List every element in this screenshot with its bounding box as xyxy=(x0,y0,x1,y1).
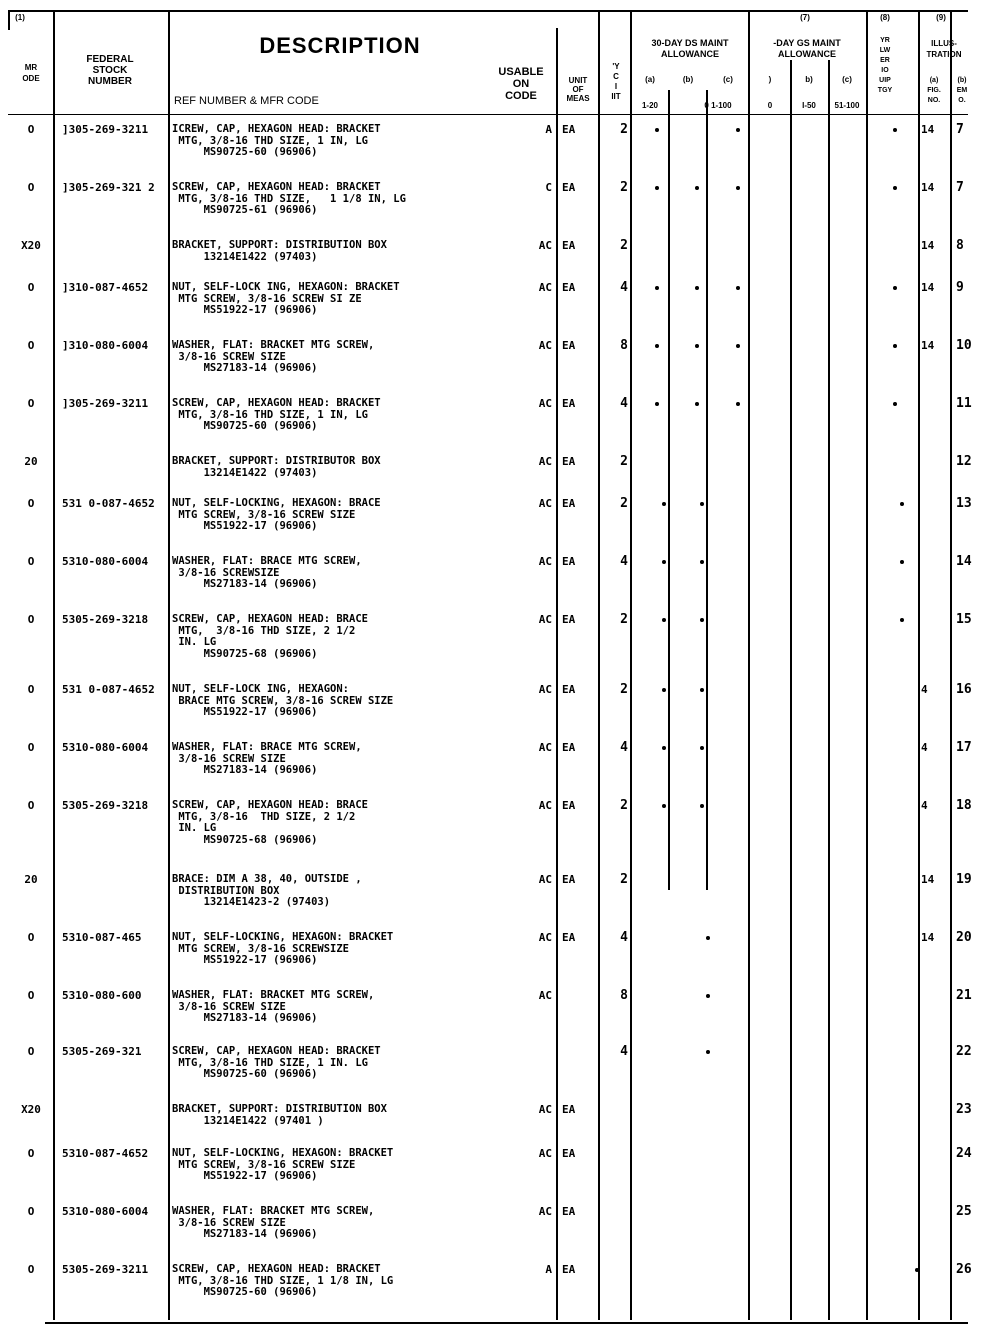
smr-code: O xyxy=(27,1205,35,1218)
table-row xyxy=(0,684,1004,744)
table-row xyxy=(0,1046,1004,1106)
description: NUT, SELF-LOCK ING, HEXAGON: BRACKET MTG SCREW, 3/8-16 SCREW SI ZE MS51922-17 (96906) xyxy=(172,281,400,316)
smr-code: O xyxy=(27,931,35,944)
allowance-mark xyxy=(662,560,666,564)
table-row xyxy=(0,556,1004,616)
ds-col-a-range: 1-20 xyxy=(641,101,658,110)
allowance-mark xyxy=(700,688,704,692)
quantity: 2 xyxy=(620,180,628,195)
stock-number: 5310-087-465 xyxy=(62,931,142,944)
figure-number-header: (a) FIG. NO. xyxy=(927,77,941,104)
allowance-mark xyxy=(700,804,704,808)
item-number: 18 xyxy=(956,798,972,813)
table-row xyxy=(0,1264,1004,1324)
allowance-mark xyxy=(662,618,666,622)
item-number: 19 xyxy=(956,872,972,887)
table-row xyxy=(0,990,1004,1050)
smr-code: O xyxy=(27,397,35,410)
smr-code: X20 xyxy=(21,239,41,252)
description: ICREW, CAP, HEXAGON HEAD: BRACKET MTG, 3/8-16 THD SIZE, 1 IN, LG MS90725-60 (96906) xyxy=(172,123,381,158)
description: NUT, SELF-LOCKING, HEXAGON: BRACKET MTG SCREW, 3/8-16 SCREWSIZE MS51922-17 (96906) xyxy=(172,931,394,966)
usable-on-code: AC xyxy=(538,741,552,754)
allowance-mark xyxy=(736,344,740,348)
usable-on-code: AC xyxy=(538,555,552,568)
item-number: 14 xyxy=(956,554,972,569)
figure-number: 14 xyxy=(921,873,935,886)
description: BRACKET, SUPPORT: DISTRIBUTION BOX 13214E1422 (97403) xyxy=(172,239,387,263)
stock-number: 5305-269-3218 xyxy=(62,799,149,812)
header-bottom-rule xyxy=(8,114,968,115)
col9-number: (9) xyxy=(936,13,946,22)
quantity: 2 xyxy=(620,454,628,469)
smr-code: O xyxy=(27,1263,35,1276)
item-number: 9 xyxy=(956,280,964,295)
item-number: 15 xyxy=(956,612,972,627)
figure-number: 14 xyxy=(921,281,935,294)
gs-col-a-range: 0 xyxy=(767,101,773,110)
table-row xyxy=(0,182,1004,242)
unit-of-measure: EA xyxy=(562,281,576,294)
quantity: 4 xyxy=(620,1044,628,1059)
top-rule xyxy=(8,10,968,12)
allowance-mark xyxy=(695,344,699,348)
quantity: 8 xyxy=(620,988,628,1003)
smr-code: O xyxy=(27,799,35,812)
quantity: 2 xyxy=(620,496,628,511)
unit-of-measure: EA xyxy=(562,1263,576,1276)
unit-of-measure: EA xyxy=(562,123,576,136)
allowance-mark xyxy=(900,560,904,564)
usable-on-code: C xyxy=(545,181,552,194)
usable-on-code: AC xyxy=(538,1103,552,1116)
smr-code: X20 xyxy=(21,1103,41,1116)
table-row xyxy=(0,1148,1004,1208)
allowance-mark xyxy=(655,128,659,132)
figure-number: 14 xyxy=(921,931,935,944)
ds-col-c: (c) xyxy=(723,75,733,84)
stock-number: ]305-269-3211 xyxy=(62,123,149,136)
allowance-mark xyxy=(655,344,659,348)
stock-number: ]310-080-6004 xyxy=(62,339,149,352)
quantity: 2 xyxy=(620,122,628,137)
description: BRACKET, SUPPORT: DISTRIBUTOR BOX 13214E1422 (97403) xyxy=(172,455,381,479)
usable-on-code: AC xyxy=(538,989,552,1002)
description: SCREW, CAP, HEXAGON HEAD: BRACE MTG, 3/8-16 THD SIZE, 2 1/2 IN. LG MS90725-68 (96906) xyxy=(172,613,368,660)
figure-number: 4 xyxy=(921,683,928,696)
description: WASHER, FLAT: BRACKET MTG SCREW, 3/8-16 SCREW SIZE MS27183-14 (96906) xyxy=(172,1205,375,1240)
smr-code: O xyxy=(27,555,35,568)
quantity: 2 xyxy=(620,612,628,627)
item-number: 17 xyxy=(956,740,972,755)
item-number: 26 xyxy=(956,1262,972,1277)
item-number: 8 xyxy=(956,238,964,253)
description: NUT, SELF-LOCKING, HEXAGON: BRACKET MTG SCREW, 3/8-16 SCREW SIZE MS51922-17 (96906) xyxy=(172,1147,394,1182)
table-row xyxy=(0,614,1004,674)
smr-code: 20 xyxy=(24,873,38,886)
smr-code: O xyxy=(27,741,35,754)
usable-on-code: AC xyxy=(538,873,552,886)
item-number: 16 xyxy=(956,682,972,697)
usable-on-code: AC xyxy=(538,1205,552,1218)
allowance-mark xyxy=(706,936,710,940)
allowance-mark xyxy=(706,994,710,998)
gs-col-b-range: I-50 xyxy=(802,101,816,110)
smr-code: O xyxy=(27,281,35,294)
stock-number: ]305-269-321 2 xyxy=(62,181,155,194)
quantity: 4 xyxy=(620,280,628,295)
item-number: 23 xyxy=(956,1102,972,1117)
figure-number: 14 xyxy=(921,339,935,352)
stock-number: ]310-087-4652 xyxy=(62,281,149,294)
quantity: 2 xyxy=(620,682,628,697)
allowance-mark xyxy=(700,618,704,622)
usable-on-code: AC xyxy=(538,613,552,626)
ds-maint-header: 30-DAY DS MAINT ALLOWANCE xyxy=(651,38,729,59)
stock-number: 531 0-087-4652 xyxy=(62,683,155,696)
smr-code: O xyxy=(27,613,35,626)
figure-number: 14 xyxy=(921,181,935,194)
table-row xyxy=(0,874,1004,934)
smr-code-header: MR ODE xyxy=(22,63,40,83)
item-number: 25 xyxy=(956,1204,972,1219)
usable-on-code: AC xyxy=(538,239,552,252)
smr-code: O xyxy=(27,497,35,510)
unit-of-measure: EA xyxy=(562,181,576,194)
gs-col-b: b) xyxy=(805,75,813,84)
unit-of-measure: EA xyxy=(562,683,576,696)
description: NUT, SELF-LOCKING, HEXAGON: BRACE MTG SCREW, 3/8-16 SCREW SIZE MS51922-17 (96906) xyxy=(172,497,381,532)
table-row xyxy=(0,124,1004,184)
item-number: 13 xyxy=(956,496,972,511)
allowance-mark xyxy=(706,1050,710,1054)
unit-of-measure: EA xyxy=(562,339,576,352)
gs-col-a: ) xyxy=(768,75,772,84)
unit-of-measure: EA xyxy=(562,1147,576,1160)
quantity: 8 xyxy=(620,338,628,353)
quantity: 4 xyxy=(620,740,628,755)
stock-number: 5305-269-3211 xyxy=(62,1263,149,1276)
allowance-mark xyxy=(655,186,659,190)
allowance-mark xyxy=(736,128,740,132)
table-row xyxy=(0,742,1004,802)
table-row xyxy=(0,340,1004,400)
allowance-mark xyxy=(893,128,897,132)
smr-code: O xyxy=(27,339,35,352)
allowance-mark xyxy=(893,186,897,190)
item-number: 11 xyxy=(956,396,972,411)
gs-col-number: (7) xyxy=(800,13,810,22)
allowance-mark xyxy=(655,402,659,406)
unit-of-measure: EA xyxy=(562,555,576,568)
description: BRACE: DIM A 38, 40, OUTSIDE , DISTRIBUTION BOX 13214E1423-2 (97403) xyxy=(172,873,362,908)
allowance-mark xyxy=(662,804,666,808)
allowance-mark xyxy=(736,286,740,290)
unit-of-measure: EA xyxy=(562,1205,576,1218)
description: SCREW, CAP, HEXAGON HEAD: BRACKET MTG, 3/8-16 THD SIZE, 1 1/8 IN, LG MS90725-60 (96906) xyxy=(172,1263,394,1298)
item-number: 7 xyxy=(956,122,964,137)
allowance-mark xyxy=(695,186,699,190)
quantity: 2 xyxy=(620,238,628,253)
page-title: DESCRIPTION xyxy=(259,33,421,58)
figure-number: 4 xyxy=(921,741,928,754)
smr-code: O xyxy=(27,1147,35,1160)
unit-of-measure: EA xyxy=(562,873,576,886)
description: BRACKET, SUPPORT: DISTRIBUTION BOX 13214E1422 (97401 ) xyxy=(172,1103,387,1127)
allowance-mark xyxy=(700,502,704,506)
unit-of-measure: EA xyxy=(562,799,576,812)
stock-number: ]305-269-3211 xyxy=(62,397,149,410)
usable-on-code: AC xyxy=(538,339,552,352)
table-row xyxy=(0,932,1004,992)
allowance-mark xyxy=(700,560,704,564)
allowance-mark xyxy=(662,688,666,692)
stock-number: 5310-080-6004 xyxy=(62,555,149,568)
stock-number: 5310-080-6004 xyxy=(62,1205,149,1218)
allowance-mark xyxy=(655,286,659,290)
description: SCREW, CAP, HEXAGON HEAD: BRACKET MTG, 3/8-16 THD SIZE, 1 IN, LG MS90725-60 (96906) xyxy=(172,397,381,432)
illustration-header: ILLUS- TRATION xyxy=(926,39,962,59)
col1-number: (1) xyxy=(15,13,25,22)
table-row xyxy=(0,498,1004,558)
usable-on-code: AC xyxy=(538,455,552,468)
description: WASHER, FLAT: BRACKET MTG SCREW, 3/8-16 SCREW SIZE MS27183-14 (96906) xyxy=(172,339,375,374)
gs-maint-header: -DAY GS MAINT ALLOWANCE xyxy=(773,38,841,59)
unit-of-measure: EA xyxy=(562,1103,576,1116)
unit-of-measure: EA xyxy=(562,931,576,944)
usable-on-code: A xyxy=(545,123,552,136)
stock-number: 5305-269-3218 xyxy=(62,613,149,626)
ds-col-b: (b) xyxy=(682,75,694,84)
unit-of-measure: EA xyxy=(562,239,576,252)
smr-code: 20 xyxy=(24,455,38,468)
usable-on-code: AC xyxy=(538,1147,552,1160)
allowance-mark xyxy=(736,186,740,190)
description: WASHER, FLAT: BRACKET MTG SCREW, 3/8-16 SCREW SIZE MS27183-14 (96906) xyxy=(172,989,375,1024)
ref-number-header: REF NUMBER & MFR CODE xyxy=(174,95,319,107)
col8-header: YR LW ER IO UIP TGY xyxy=(877,37,893,94)
item-number: 10 xyxy=(956,338,972,353)
allowance-mark xyxy=(893,286,897,290)
quantity-header: 'Y C I IIT xyxy=(611,62,621,101)
description: SCREW, CAP, HEXAGON HEAD: BRACKET MTG, 3/8-16 THD SIZE, 1 IN. LG MS90725-60 (96906) xyxy=(172,1045,381,1080)
allowance-mark xyxy=(893,344,897,348)
table-row xyxy=(0,1206,1004,1266)
quantity: 4 xyxy=(620,396,628,411)
item-number: 24 xyxy=(956,1146,972,1161)
usable-on-code: AC xyxy=(538,683,552,696)
usable-on-code: AC xyxy=(538,497,552,510)
allowance-mark xyxy=(700,746,704,750)
item-number: 7 xyxy=(956,180,964,195)
figure-number: 4 xyxy=(921,799,928,812)
stock-number: 5310-080-600 xyxy=(62,989,142,1002)
smr-code: O xyxy=(27,1045,35,1058)
table-row xyxy=(0,800,1004,860)
item-number: 20 xyxy=(956,930,972,945)
item-number-header: (b) EM O. xyxy=(956,77,968,104)
description: NUT, SELF-LOCK ING, HEXAGON: BRACE MTG SCREW, 3/8-16 SCREW SIZE MS51922-17 (96906) xyxy=(172,683,394,718)
quantity: 4 xyxy=(620,554,628,569)
smr-code: O xyxy=(27,683,35,696)
usable-on-code: AC xyxy=(538,281,552,294)
allowance-mark xyxy=(893,402,897,406)
gs-col-c-range: 51-100 xyxy=(834,101,860,110)
description: SCREW, CAP, HEXAGON HEAD: BRACE MTG, 3/8-16 THD SIZE, 2 1/2 IN. LG MS90725-68 (96906) xyxy=(172,799,368,846)
description: WASHER, FLAT: BRACE MTG SCREW, 3/8-16 SCREWSIZE MS27183-14 (96906) xyxy=(172,555,362,590)
ds-col-a: (a) xyxy=(645,75,655,84)
smr-code: O xyxy=(27,181,35,194)
unit-of-measure: EA xyxy=(562,455,576,468)
unit-of-measure: EA xyxy=(562,497,576,510)
stock-number: 5305-269-321 xyxy=(62,1045,142,1058)
allowance-mark xyxy=(662,502,666,506)
stock-number: 531 0-087-4652 xyxy=(62,497,155,510)
item-number: 12 xyxy=(956,454,972,469)
table-row xyxy=(0,398,1004,458)
usable-on-code: AC xyxy=(538,931,552,944)
quantity: 2 xyxy=(620,872,628,887)
description: WASHER, FLAT: BRACE MTG SCREW, 3/8-16 SCREW SIZE MS27183-14 (96906) xyxy=(172,741,362,776)
gs-col-c: (c) xyxy=(842,75,852,84)
unit-of-measure: EA xyxy=(562,613,576,626)
allowance-mark xyxy=(695,286,699,290)
allowance-mark xyxy=(900,502,904,506)
allowance-mark xyxy=(915,1268,919,1272)
ds-col-c-range: 0 1-100 xyxy=(704,101,732,110)
unit-of-measure: EA xyxy=(562,741,576,754)
col8-number: (8) xyxy=(880,13,890,22)
table-row xyxy=(0,282,1004,342)
allowance-mark xyxy=(695,402,699,406)
item-number: 21 xyxy=(956,988,972,1003)
unit-of-measure-header: UNIT OF MEAS xyxy=(566,76,590,103)
stock-number: 5310-080-6004 xyxy=(62,741,149,754)
quantity: 4 xyxy=(620,930,628,945)
smr-code: O xyxy=(27,123,35,136)
description: SCREW, CAP, HEXAGON HEAD: BRACKET MTG, 3/8-16 THD SIZE, 1 1/8 IN, LG MS90725-61 (96906) xyxy=(172,181,406,216)
allowance-mark xyxy=(736,402,740,406)
usable-on-code-header: USABLE ON CODE xyxy=(498,66,544,102)
smr-code: O xyxy=(27,989,35,1002)
stock-number: 5310-087-4652 xyxy=(62,1147,149,1160)
unit-of-measure: EA xyxy=(562,397,576,410)
allowance-mark xyxy=(662,746,666,750)
usable-on-code: A xyxy=(545,1263,552,1276)
stock-number-header: FEDERAL STOCK NUMBER xyxy=(86,54,134,87)
figure-number: 14 xyxy=(921,239,935,252)
allowance-mark xyxy=(900,618,904,622)
item-number: 22 xyxy=(956,1044,972,1059)
usable-on-code: AC xyxy=(538,799,552,812)
figure-number: 14 xyxy=(921,123,935,136)
quantity: 2 xyxy=(620,798,628,813)
usable-on-code: AC xyxy=(538,397,552,410)
